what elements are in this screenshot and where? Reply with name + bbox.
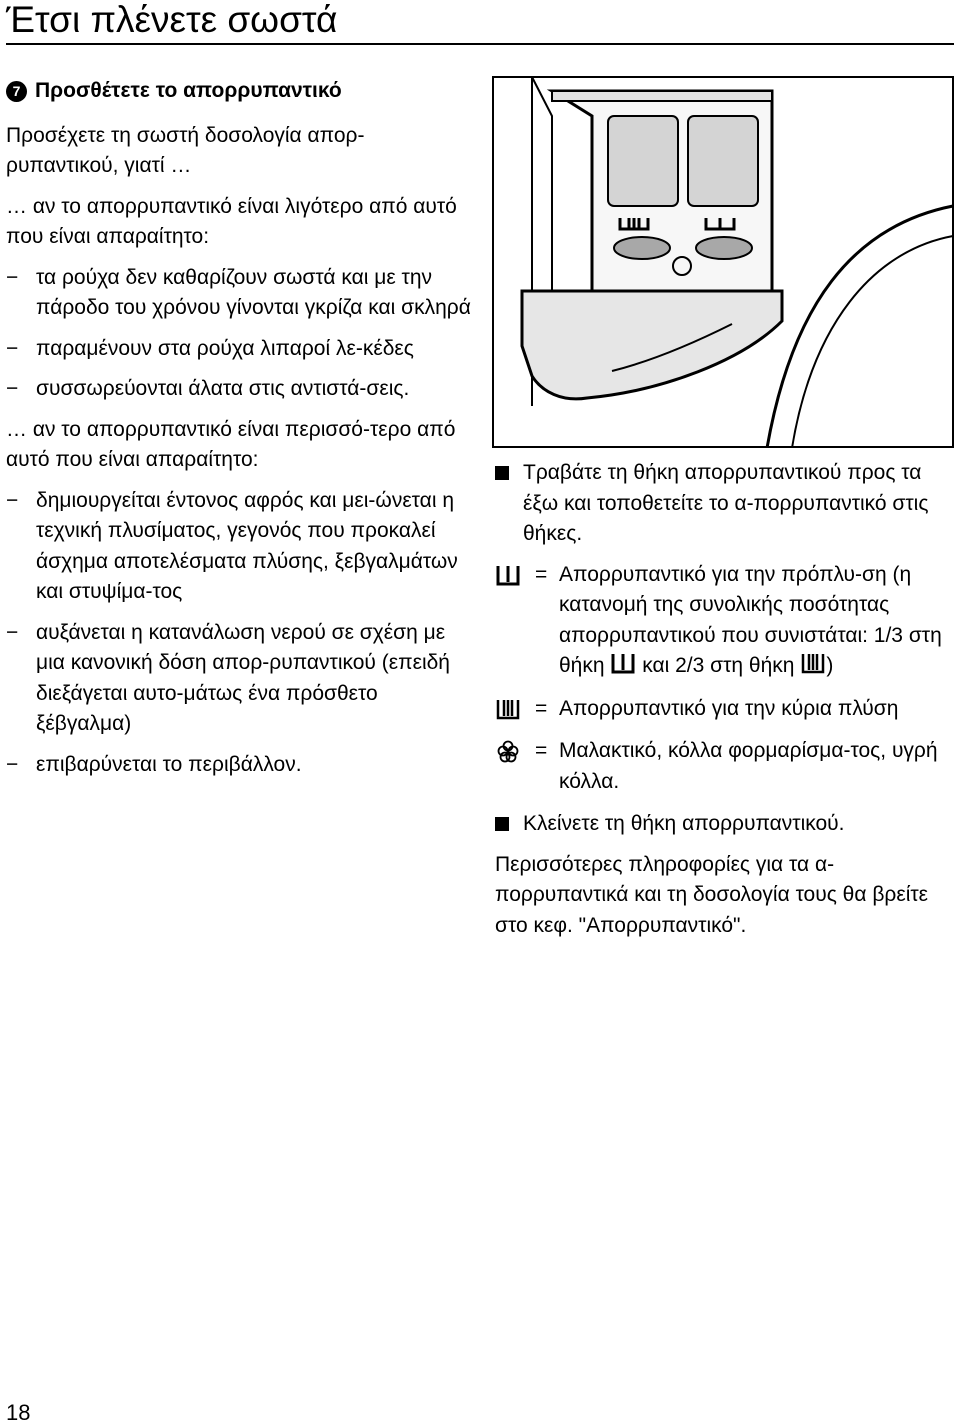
list-item: − δημιουργείται έντονος αφρός και μει-ώνεται η τεχνική πλυσίματος, γεγονός που προκαλεί άσχημα αποτελέσματα πλύσης, ξεβγαλμάτων και στυψίμα-τος [6,488,458,603]
mainwash-definition: = Απορρυπαντικό για την κύρια πλύση [495,694,955,725]
instruction-close-drawer: Κλείνετε τη θήκη απορρυπαντικού. [495,809,955,840]
step-heading [6,76,476,107]
list-item: − τα ρούχα δεν καθαρίζουν σωστά και με την πάροδο του χρόνου γίνονται γκρίζα και σκληρά [6,265,471,319]
list-item: − παραμένουν στα ρούχα λιπαροί λε-κέδες [6,336,414,360]
page-number: 18 [6,1400,31,1425]
left-column [6,76,476,790]
mainwash-icon [800,651,826,675]
intro-text: Προσέχετε τη σωστή δοσολογία απορ-ρυπαντικού, γιατί … [6,123,365,177]
detergent-drawer-illustration [492,76,954,448]
square-bullet-icon [495,817,509,831]
title-divider [6,43,954,45]
step-heading-text: Προσθέτετε το απορρυπαντικό [35,79,342,102]
softener-icon [495,739,521,763]
list-item: − συσσωρεύονται άλατα στις αντιστά-σεις. [6,377,410,400]
less-detergent-heading: … αν το απορρυπαντικό είναι λιγότερο από αυτό που είναι απαραίτητο: [6,194,457,248]
instruction-pull-drawer: Τραβάτε τη θήκη απορρυπαντικού προς τα έξω και τοποθετείτε το α-πορρυπαντικό στις θήκες. [495,458,955,550]
list-item: − αυξάνεται η κατανάλωση νερού σε σχέση με μια κανονική δόση απορ-ρυπαντικού (επειδή διεξάγεται αυτο-μάτως ένα πρόσθετο ξέβγαλμα) [6,620,450,735]
prewash-icon [610,651,636,675]
square-bullet-icon [495,466,509,480]
right-column [495,458,955,941]
page-title: Έτσι πλένετε σωστά [6,0,338,40]
prewash-icon [495,563,521,587]
softener-definition: = Μαλακτικό, κόλλα φορμαρίσμα-τος, υγρή κόλλα. [495,736,955,797]
list-item: − επιβαρύνεται το περιβάλλον. [6,752,302,776]
more-info-text: Περισσότερες πληροφορίες για τα α-πορρυπαντικά και τη δοσολογία τους θα βρείτε στο κεφ. "Απορρυπαντικό". [495,852,929,937]
prewash-definition: = Απορρυπαντικό για την πρόπλυ-ση (η κατανομή της συνολικής ποσότητας απορρυπαντικού που συνιστάται: 1/3 στη θήκη και 2/3 στη θήκη ) [495,560,955,682]
mainwash-icon [495,697,521,721]
step-number-badge: 7 [6,81,27,102]
more-detergent-heading: … αν το απορρυπαντικό είναι περισσό-τερο από αυτό που είναι απαραίτητο: [6,417,456,471]
